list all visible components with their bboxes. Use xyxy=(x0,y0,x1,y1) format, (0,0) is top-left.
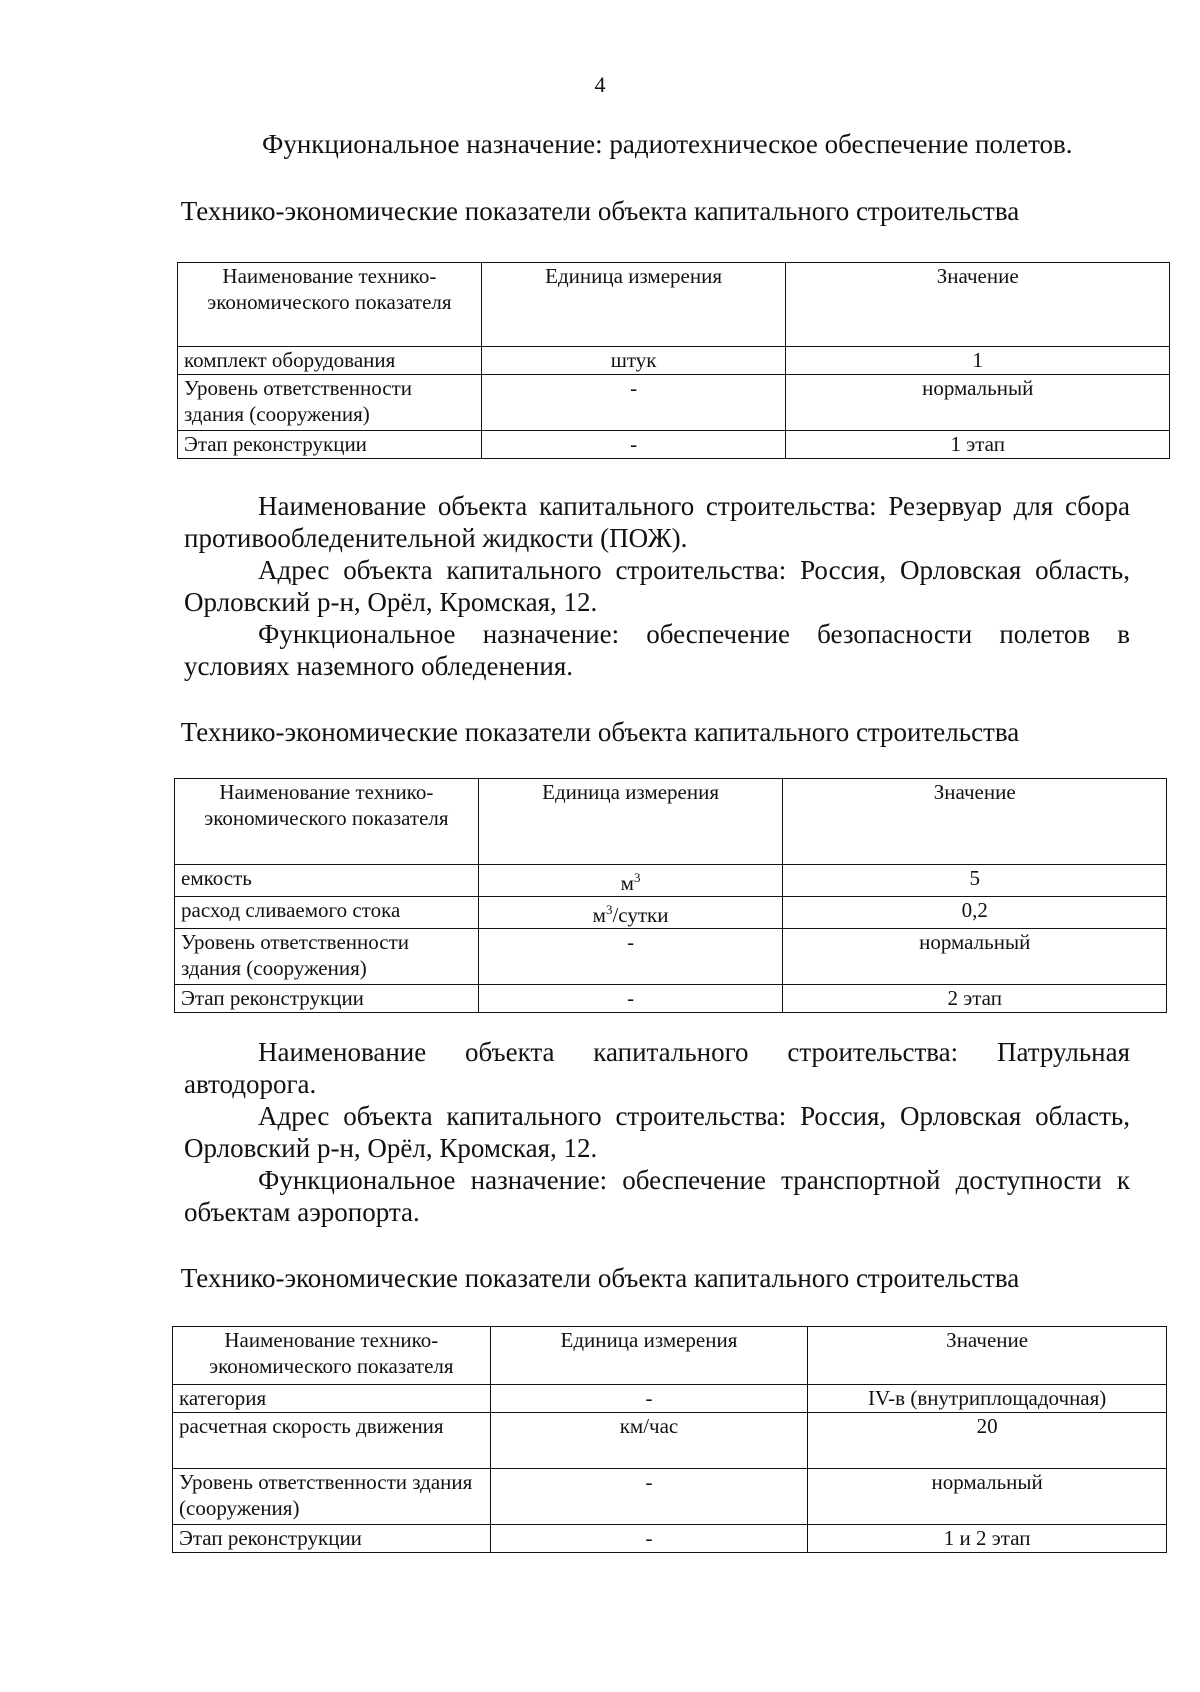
table-title-1: Технико-экономические показатели объекта капитального строительства xyxy=(180,196,1020,226)
indicator-unit: - xyxy=(481,431,786,459)
table-title-2: Технико-экономические показатели объекта капитального строительства xyxy=(180,717,1020,747)
indicator-unit: штук xyxy=(481,347,786,375)
table-row xyxy=(175,897,1167,929)
indicator-name: расчетная скорость движения xyxy=(173,1413,491,1469)
indicator-value: 5 xyxy=(783,865,1167,897)
indicators-table-3 xyxy=(172,1326,1167,1553)
table-row xyxy=(175,865,1167,897)
table-header-row xyxy=(173,1327,1167,1385)
table-row xyxy=(173,1469,1167,1525)
indicator-value: 2 этап xyxy=(783,985,1167,1013)
header-value: Значение xyxy=(808,1327,1167,1385)
indicator-name: Уровень ответственности здания (сооружения) xyxy=(178,375,482,431)
indicator-name: Уровень ответственности здания (сооружения) xyxy=(173,1469,491,1525)
header-unit: Единица измерения xyxy=(481,263,786,347)
table-row xyxy=(178,347,1170,375)
object-address-paragraph: Адрес объекта капитального строительства: Россия, Орловская область, Орловский р-н, Орёл, Кромская, 12. xyxy=(184,1101,1130,1163)
object-name-paragraph: Наименование объекта капитального строительства: Резервуар для сбора противообледенительной жидкости (ПОЖ). xyxy=(184,491,1130,553)
object-function-paragraph: Функциональное назначение: обеспечение безопасности полетов в условиях наземного обледенения. xyxy=(184,619,1130,681)
table-header-row xyxy=(178,263,1170,347)
indicator-value: нормальный xyxy=(808,1469,1167,1525)
indicator-unit: - xyxy=(478,985,783,1013)
indicator-value: нормальный xyxy=(786,375,1170,431)
indicator-unit xyxy=(478,865,783,897)
indicator-name: Этап реконструкции xyxy=(178,431,482,459)
indicator-name: Этап реконструкции xyxy=(175,985,479,1013)
object-address-paragraph: Адрес объекта капитального строительства: Россия, Орловская область, Орловский р-н, Орёл, Кромская, 12. xyxy=(184,555,1130,617)
indicator-name: Этап реконструкции xyxy=(173,1525,491,1553)
table-row xyxy=(178,431,1170,459)
table-title-3: Технико-экономические показатели объекта капитального строительства xyxy=(180,1263,1020,1293)
header-unit: Единица измерения xyxy=(490,1327,808,1385)
table-row xyxy=(178,375,1170,431)
header-indicator-name: Наименование технико-экономического показателя xyxy=(178,263,482,347)
indicator-name: категория xyxy=(173,1385,491,1413)
header-unit: Единица измерения xyxy=(478,779,783,865)
table-header-row xyxy=(175,779,1167,865)
unit-superscript: 3 xyxy=(633,870,641,885)
header-indicator-name: Наименование технико-экономического показателя xyxy=(173,1327,491,1385)
unit-base: м xyxy=(620,871,634,895)
indicator-unit: - xyxy=(481,375,786,431)
indicator-name: Уровень ответственности здания (сооружения) xyxy=(175,929,479,985)
unit-superscript: 3 xyxy=(605,902,613,917)
indicator-unit: - xyxy=(478,929,783,985)
indicator-name: комплект оборудования xyxy=(178,347,482,375)
object-description-2 xyxy=(184,490,1130,682)
table-row xyxy=(173,1413,1167,1469)
indicator-unit: - xyxy=(490,1469,808,1525)
indicator-value: 20 xyxy=(808,1413,1167,1469)
indicator-value: 1 и 2 этап xyxy=(808,1525,1167,1553)
header-indicator-name: Наименование технико-экономического показателя xyxy=(175,779,479,865)
indicator-value: IV-в (внутриплощадочная) xyxy=(808,1385,1167,1413)
object-function-paragraph: Функциональное назначение: обеспечение транспортной доступности к объектам аэропорта. xyxy=(184,1165,1130,1227)
indicator-name: расход сливаемого стока xyxy=(175,897,479,929)
indicator-value: 0,2 xyxy=(783,897,1167,929)
header-value: Значение xyxy=(786,263,1170,347)
indicator-unit xyxy=(478,897,783,929)
header-value: Значение xyxy=(783,779,1167,865)
indicator-unit: км/час xyxy=(490,1413,808,1469)
table-row xyxy=(175,985,1167,1013)
table-row xyxy=(175,929,1167,985)
object-name-paragraph: Наименование объекта капитального строительства: Патрульная автодорога. xyxy=(184,1037,1130,1099)
indicator-unit: - xyxy=(490,1385,808,1413)
indicator-value: нормальный xyxy=(783,929,1167,985)
indicator-name: емкость xyxy=(175,865,479,897)
indicator-value: 1 этап xyxy=(786,431,1170,459)
indicators-table-2 xyxy=(174,778,1167,1013)
table-row xyxy=(173,1525,1167,1553)
unit-base: м xyxy=(592,903,606,927)
indicator-value: 1 xyxy=(786,347,1170,375)
unit-rest: /сутки xyxy=(612,903,669,927)
indicators-table-1 xyxy=(177,262,1170,459)
function-line-1: Функциональное назначение: радиотехническое обеспечение полетов. xyxy=(262,129,1073,159)
object-description-3 xyxy=(184,1036,1130,1228)
table-row xyxy=(173,1385,1167,1413)
indicator-unit: - xyxy=(490,1525,808,1553)
page-number: 4 xyxy=(594,72,606,97)
